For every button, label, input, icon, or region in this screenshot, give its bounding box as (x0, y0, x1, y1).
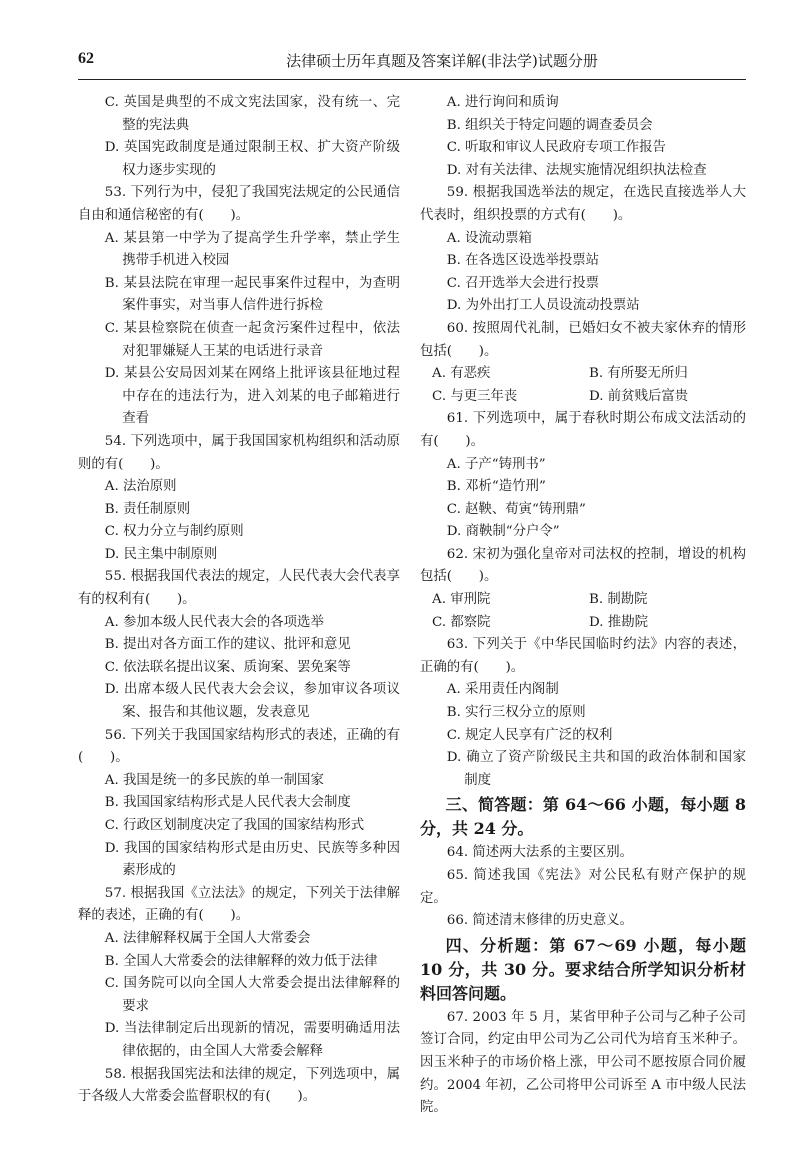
q59-option-d: D. 为外出打工人员设流动投票站 (446, 298, 640, 314)
q54-option-b: B. 责任制原则 (104, 501, 191, 517)
q62-option-b: B. 制勘院 (589, 592, 648, 608)
q58-option-d: D. 对有关法律、法规实施情况组织执法检查 (446, 162, 707, 178)
q58-option-c: C. 听取和审议人民政府专项工作报告 (446, 140, 666, 156)
q67-stem: 67. 2003 年 5 月，某省甲种子公司与乙种子公司签订合同，约定由甲公司为乙公司代为培育玉米种子。因玉米种子的市场价格上涨，甲公司不愿按原合同价履约。2004 年初，乙公司将甲公司诉至 A 市中级人民法院。 (420, 1009, 746, 1116)
q56-option-c: C. 行政区划制度决定了我国的国家结构形式 (104, 818, 365, 833)
q57-option-c: C. 国务院可以向全国人大常委会提出法律解释的要求 (104, 976, 400, 1014)
q55-stem: 55. 根据我国代表法的规定，人民代表大会代表享有的权利有( )。 (78, 569, 400, 608)
q61-option-c: C. 赵鞅、荀寅“铸刑鼎” (446, 501, 586, 517)
q60-option-a: A. 有恶疾 (432, 366, 491, 382)
q53-stem: 53. 下列行为中，侵犯了我国宪法规定的公民通信自由和通信秘密的有( )。 (78, 185, 400, 223)
q56-option-a: A. 我国是统一的多民族的单一制国家 (104, 772, 324, 788)
q61-stem: 61. 下列选项中，属于春秋时期公布成文法活动的有( )。 (420, 411, 746, 449)
q59-option-a: A. 设流动票箱 (446, 230, 532, 246)
q55-option-b: B. 提出对各方面工作的建议、批评和意见 (104, 637, 351, 653)
q58-option-b: B. 组织关于特定问题的调查委员会 (446, 117, 653, 133)
q55-option-d: D. 出席本级人民代表大会会议，参加审议各项议案、报告和其他议题，发表意见 (104, 682, 400, 721)
q63-option-c: C. 规定人民享有广泛的权利 (446, 727, 613, 743)
q61-option-d: D. 商鞅制“分户令” (446, 524, 560, 540)
q58-option-a: A. 进行询问和质询 (446, 95, 559, 110)
q54-option-d: D. 民主集中制原则 (104, 546, 218, 562)
q60-options-row-1 (420, 363, 746, 386)
q62-option-a: A. 审刑院 (432, 592, 491, 608)
q60-option-c: C. 与更三年丧 (432, 388, 518, 404)
right-column (420, 92, 746, 1120)
q63-stem: 63. 下列关于《中华民国临时约法》内容的表述，正确的有( )。 (420, 637, 746, 675)
q63-option-b: B. 实行三权分立的原则 (446, 705, 586, 721)
q59-stem: 59. 根据我国选举法的规定，在选民直接选举人大代表时，组织投票的方式有( )。 (420, 185, 746, 223)
page-header (78, 50, 746, 74)
q65-stem: 65. 简述我国《宪法》对公民私有财产保护的规定。 (420, 868, 746, 906)
q62-stem: 62. 宋初为强化皇帝对司法权的控制，增设的机构包括( )。 (420, 546, 746, 585)
q63-option-a: A. 采用责任内阁制 (446, 682, 559, 698)
q60-stem: 60. 按照周代礼制，已婚妇女不被夫家休弃的情形包括( )。 (420, 320, 746, 359)
q54-option-a: A. 法治原则 (104, 479, 177, 495)
q59-option-c: C. 召开选举大会进行投票 (446, 275, 599, 291)
q57-option-b: B. 全国人大常委会的法律解释的效力低于法律 (104, 953, 378, 969)
q56-option-b: B. 我国国家结构形式是人民代表大会制度 (104, 795, 351, 811)
q55-option-c: C. 依法联名提出议案、质询案、罢免案等 (104, 659, 351, 675)
section-4-heading: 四、分析题：第 67～69 小题，每小题 10 分，共 30 分。要求结合所学知识分析材料回答问题。 (420, 935, 746, 1003)
q55-option-a: A. 参加本级人民代表大会的各项选举 (104, 614, 324, 630)
q59-option-b: B. 在各选区设选举投票站 (446, 253, 600, 269)
q52-option-c: C. 英国是典型的不成文宪法国家，没有统一、完整的宪法典 (104, 95, 400, 133)
q52-option-d: D. 英国宪政制度是通过限制王权、扩大资产阶级权力逐步实现的 (104, 140, 400, 178)
q53-option-b: B. 某县法院在审理一起民事案件过程中，为查明案件事实，对当事人信件进行拆检 (104, 275, 400, 314)
running-title: 法律硕士历年真题及答案详解(非法学)试题分册 (286, 52, 598, 70)
q58-stem: 58. 根据我国宪法和法律的规定，下列选项中，属于各级人大常委会监督职权的有( )。 (78, 1066, 400, 1105)
q54-option-c: C. 权力分立与制约原则 (104, 524, 244, 540)
q53-option-d: D. 某县公安局因刘某在网络上批评该县征地过程中存在的违法行为，进入刘某的电子邮箱进行查看 (104, 366, 400, 427)
q56-stem: 56. 下列关于我国国家结构形式的表述，正确的有( )。 (78, 727, 400, 766)
q60-options-row-2 (420, 386, 746, 409)
left-column (78, 92, 400, 1109)
q53-option-a: A. 某县第一中学为了提高学生升学率，禁止学生携带手机进入校园 (104, 230, 400, 269)
q61-option-a: A. 子产“铸刑书” (446, 456, 546, 472)
q60-option-b: B. 有所娶无所归 (589, 366, 688, 382)
q61-option-b: B. 邓析“造竹刑” (446, 479, 546, 495)
section-3-heading: 三、简答题：第 64～66 小题，每小题 8 分，共 24 分。 (420, 795, 746, 839)
q60-option-d: D. 前贫贱后富贵 (589, 388, 689, 404)
q66-stem: 66. 简述清末修律的历史意义。 (446, 913, 634, 929)
q57-option-d: D. 当法律制定后出现新的情况，需要明确适用法律依据的，由全国人大常委会解释 (104, 1021, 400, 1059)
q62-option-c: C. 都察院 (432, 614, 491, 630)
q57-option-a: A. 法律解释权属于全国人大常委会 (104, 930, 311, 946)
q57-stem: 57. 根据我国《立法法》的规定，下列关于法律解释的表述，正确的有( )。 (78, 885, 400, 924)
q62-options-row-1 (420, 589, 746, 612)
q56-option-d: D. 我国的国家结构形式是由历史、民族等多种因素形成的 (104, 840, 400, 879)
q63-option-d: D. 确立了资产阶级民主共和国的政治体制和国家制度 (446, 750, 746, 788)
q62-option-d: D. 推勘院 (589, 614, 648, 630)
q54-stem: 54. 下列选项中，属于我国国家机构组织和活动原则的有( )。 (78, 433, 400, 472)
q64-stem: 64. 简述两大法系的主要区别。 (446, 845, 634, 861)
header-rule (78, 79, 746, 80)
q62-options-row-2 (420, 612, 746, 635)
page-number: 62 (78, 50, 94, 67)
q53-option-c: C. 某县检察院在侦查一起贪污案件过程中，依法对犯罪嫌疑人王某的电话进行录音 (104, 320, 400, 359)
